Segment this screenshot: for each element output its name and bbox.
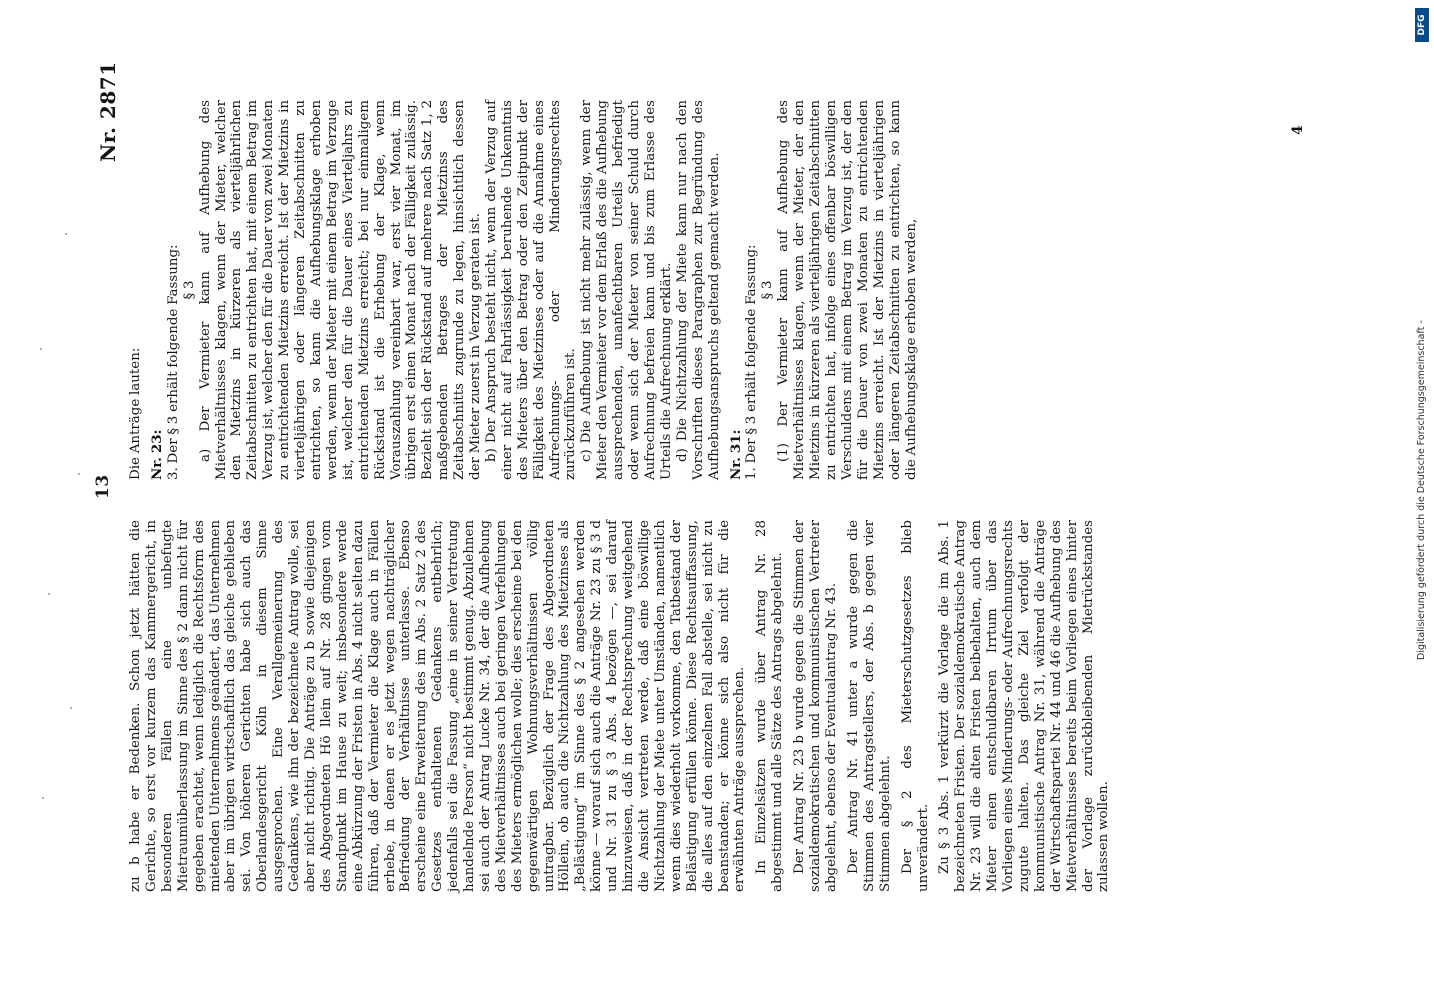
- motion-item: 3. Der § 3 erhält folgende Fassung:: [165, 244, 181, 480]
- paragraph: b) Der Anspruch besteht nicht, wenn der Verzug auf einer nicht auf Fahrlässigkeit beruhende Unkenntnis des Mieters über den Betrag oder den Zeitpunkt der Fälligkeit des Mietzinses oder auf die Annahme eines Aufrechnungs- oder Minderungsrechtes zurückzuführen ist.: [483, 100, 579, 480]
- paragraph: (1) Der Vermieter kann auf Aufhebung des Mietverhältnisses klagen, wenn der Mieter, der den Mietzins in kürzeren als vierteljährigen Zeitabschnitten zu entrichten hat, infolge eines offenbar böswilligen Verschuldens mit einem Betrag im Verzug ist, der den für die Dauer von zwei Monaten zu entrichtenden Mietzins erreicht. Ist der Mietzins in vierteljährigen oder längeren Zeitabschnitten zu entrichten, so kann die Aufhebungsklage erhoben werden,: [776, 100, 919, 480]
- digitization-notice: Digitalisierung gefördert durch die Deutsche Forschungsgemeinschaft -: [1416, 320, 1427, 660]
- margin-specks: [30, 205, 90, 805]
- section-mark: § 3: [181, 280, 197, 300]
- motion-item: 1. Der § 3 erhält folgende Fassung:: [744, 244, 760, 480]
- paragraph: Der § 2 des Mieterschutzgesetzes blieb unverändert.: [899, 520, 931, 892]
- page-number: 13: [93, 474, 113, 499]
- intro-line: Die Anträge lauten:: [128, 347, 143, 480]
- paragraph: Der Antrag Nr. 41 unter a wurde gegen die Stimmen des Antragstellers, der Abs. b gegen vier Stimmen abgelehnt.: [845, 520, 893, 892]
- document-number: Nr. 2871: [96, 61, 120, 162]
- paragraph: In Einzelsätzen wurde über Antrag Nr. 28 abgestimmt und alle Sätze des Antrags abgelehnt.: [754, 520, 786, 892]
- left-text-column: [128, 520, 1112, 892]
- paragraph: Zu § 3 Abs. 1 verkürzt die Vorlage die im Abs. 1 bezeichneten Fristen. Der sozialdemokratische Antrag Nr. 23 will die alten Fristen beibehalten, auch dem Mieter einen entschuldbaren Irrtum über das Vorliegen eines Minderungs- oder Aufrechnungsrechts zugute halten. Das gleiche Ziel verfolgt der kommunistische Antrag Nr. 31, während die Anträge der Wirtschaftspartei Nr. 44 und 46 die Aufhebung des Mietverhältnisses bereits beim Vorliegen eines hinter der Vorlage zurückbleibenden Mietrückstandes zulassen wollen.: [937, 520, 1112, 892]
- motion-label-nr31: Nr. 31:: [727, 429, 744, 480]
- section-mark: § 3: [760, 280, 776, 300]
- right-text-column: [128, 100, 919, 480]
- paragraph: c) Die Aufhebung ist nicht mehr zulässig, wenn der Mieter den Vermieter vor dem Erlaß des die Aufhebung aussprechenden, unanfechtbaren Urteils befriedigt oder wenn sich der Mieter von seiner Schuld durch Aufrechnung befreien kann und bis zum Erlasse des Urteils die Aufrechnung erklärt.: [579, 100, 674, 480]
- paragraph: d) Die Nichtzahlung der Miete kann nur nach den Vorschriften dieses Paragraphen zur Begründung des Aufhebungsanspruchs geltend gemacht werden.: [674, 100, 722, 480]
- page-marker: 4: [1290, 125, 1306, 135]
- paragraph: Der Antrag Nr. 23 b wurde gegen die Stimmen der sozialdemokratischen und kommunistischen Vertreter abgelehnt, ebenso der Eventualantrag Nr. 43.: [792, 520, 839, 892]
- paragraph: zu b habe er Bedenken. Schon jetzt hätten die Gerichte, so erst vor kurzem das Kammergericht, in besonderen Fällen eine unbefugte Mietraumüberlassung im Sinne des § 2 dann nicht für gegeben erachtet, wenn lediglich die Rechtsform des mietenden Unternehmens geändert, das Unternehmen aber im übrigen wirtschaftlich das gleiche geblieben sei. Von höheren Gerichten habe sich auch das Oberlandesgericht Köln in diesem Sinne ausgesprochen. Eine Verallgemeinerung des Gedankens, wie ihn der bezeichnete Antrag wolle, sei aber nicht richtig. Die Anträge zu b sowie diejenigen des Abgeordneten Hö llein auf Nr. 28 gingen vom Standpunkt im Hause zu weit; insbesondere werde eine Abkürzung der Fristen in Abs. 4 nicht selten dazu führen, daß der Vermieter die Klage auch in Fällen erhebe, in denen er es jetzt wegen nachträglicher Befriedung der Verhältnisse unterlasse. Ebenso erscheine eine Erweiterung des im Abs. 2 Satz 2 des Gesetzes enthaltenen Gedankens entbehrlich; jedenfalls sei die Fassung „eine in seiner Vertretung handelnde Person“ nicht bestimmt genug. Abzulehnen sei auch der Antrag Lucke Nr. 34, der die Aufhebung des Mietverhältnisses auch bei geringen Verfehlungen des Mieters ermöglichen wolle; dies erscheine bei den gegenwärtigen Wohnungsverhältnissen völlig untragbar. Bezüglich der Frage des Abgeordneten Höllein, ob auch die Nichtzahlung des Mietzinses als „Belästigung“ im Sinne des § 2 angesehen werden könne — worauf sich auch die Anträge Nr. 23 zu § 3 d und Nr. 31 zu § 3 Abs. 4 bezögen —, sei darauf hinzuweisen, daß in der Rechtsprechung weitgehend die Ansicht vertreten werde, daß eine böswillige Nichtzahlung der Miete unter Umständen, namentlich wenn dies wiederholt vorkomme, den Tatbestand der Belästigung erfüllen könne. Diese Rechtsauffassung, die alles auf den einzelnen Fall abstelle, sei nicht zu beanstanden; er könne sich also nicht für die erwähnten Anträge aussprechen.: [128, 520, 748, 892]
- paragraph: a) Der Vermieter kann auf Aufhebung des Mietverhältnisses klagen, wenn der Mieter, welcher den Mietzins in kürzeren als vierteljährlichen Zeitabschnitten zu entrichten hat, mit einem Betrag im Verzug ist, welcher den für die Dauer von zwei Monaten zu entrichtenden Mietzins erreicht. Ist der Mietzins in vierteljährigen oder längeren Zeitabschnitten zu entrichten, so kann die Aufhebungsklage erhoben werden, wenn der Mieter mit einem Betrag im Verzuge ist, welcher den für die Dauer eines Vierteljahrs zu entrichtenden Mietzins erreicht; bei nur einmaligem Rückstand ist die Erhebung der Klage, wenn Vorauszahlung vereinbart war, erst vier Monat, im übrigen erst einen Monat nach der Fälligkeit zulässig. Bezieht sich der Rückstand auf mehrere nach Satz 1, 2 maßgebenden Betrages der Mietzinss des Zeitabschnitts zugrunde zu legen, hinsichtlich dessen der Mieter zuerst in Verzug geraten ist.: [197, 100, 484, 480]
- motion-label-nr23: Nr. 23:: [148, 429, 165, 480]
- dfg-logo: DFG: [1415, 8, 1429, 42]
